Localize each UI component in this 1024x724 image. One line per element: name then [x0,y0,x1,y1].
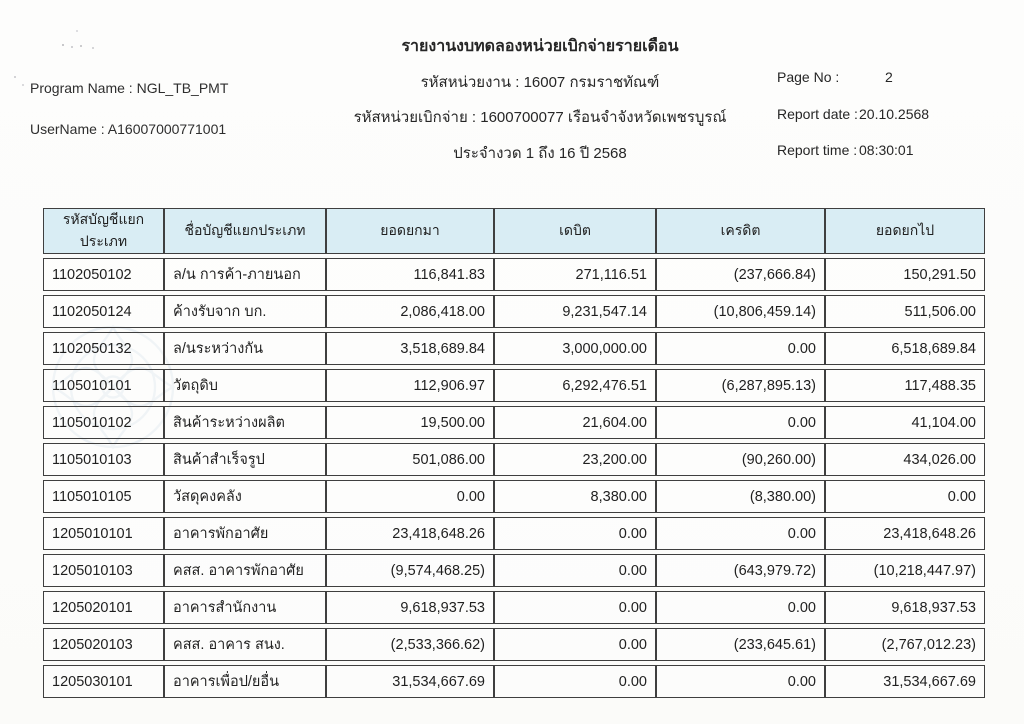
column-header-4: เครดิต [656,208,825,254]
table-row [43,665,985,698]
account-code-cell: 1205010103 [43,554,164,587]
table-row [43,591,985,624]
ending-balance-cell: 6,518,689.84 [825,332,985,365]
debit-cell: 9,231,547.14 [494,295,656,328]
debit-cell: 0.00 [494,554,656,587]
ending-balance-cell: 434,026.00 [825,443,985,476]
beginning-balance-cell: 501,086.00 [326,443,494,476]
ending-balance-cell: 511,506.00 [825,295,985,328]
beginning-balance-cell: 2,086,418.00 [326,295,494,328]
debit-cell: 0.00 [494,517,656,550]
report-date-label: Report date : [777,106,858,122]
beginning-balance-cell: 0.00 [326,480,494,513]
ending-balance-cell: (2,767,012.23) [825,628,985,661]
table-row [43,369,985,402]
page-no-row [777,69,997,85]
credit-cell: 0.00 [656,406,825,439]
table-row [43,295,985,328]
pencil-marks [62,44,64,46]
report-time-label: Report time : [777,142,858,158]
report-title: รายงานงบทดลองหน่วยเบิกจ่ายรายเดือน [401,38,679,55]
credit-cell: (6,287,895.13) [656,369,825,402]
beginning-balance-cell: 23,418,648.26 [326,517,494,550]
debit-cell: 6,292,476.51 [494,369,656,402]
debit-cell: 0.00 [494,665,656,698]
credit-cell: (10,806,459.14) [656,295,825,328]
ending-balance-cell: 117,488.35 [825,369,985,402]
report-date-value: 20.10.2568 [859,106,930,122]
credit-cell: (8,380.00) [656,480,825,513]
beginning-balance-cell: 116,841.83 [326,258,494,291]
account-code-cell: 1105010103 [43,443,164,476]
table-row [43,406,985,439]
credit-cell: (233,645.61) [656,628,825,661]
table-row [43,517,985,550]
credit-cell: 0.00 [656,665,825,698]
account-code-cell: 1205020103 [43,628,164,661]
ending-balance-cell: 0.00 [825,480,985,513]
report-time-value: 08:30:01 [859,142,914,158]
account-name-cell: ค้างรับจาก บก. [164,295,326,328]
account-name-cell: วัตถุดิบ [164,369,326,402]
credit-cell: (237,666.84) [656,258,825,291]
beginning-balance-cell: 19,500.00 [326,406,494,439]
table-body [43,258,985,698]
debit-cell: 3,000,000.00 [494,332,656,365]
trial-balance-table-container [43,204,985,702]
user-name-line: UserName : A16007000771001 [30,121,227,137]
ending-balance-cell: 31,534,667.69 [825,665,985,698]
beginning-balance-cell: 31,534,667.69 [326,665,494,698]
column-header-1: ชื่อบัญชีแยกประเภท [164,208,326,254]
ending-balance-cell: 9,618,937.53 [825,591,985,624]
account-code-cell: 1205020101 [43,591,164,624]
credit-cell: 0.00 [656,332,825,365]
ending-balance-cell: 150,291.50 [825,258,985,291]
table-row [43,554,985,587]
table-row [43,628,985,661]
account-code-cell: 1105010101 [43,369,164,402]
beginning-balance-cell: 112,906.97 [326,369,494,402]
account-name-cell: ล/นระหว่างกัน [164,332,326,365]
table-header-row [43,208,985,254]
account-name-cell: คสส. อาคารพักอาศัย [164,554,326,587]
table-row [43,332,985,365]
debit-cell: 23,200.00 [494,443,656,476]
credit-cell: (643,979.72) [656,554,825,587]
account-code-cell: 1205030101 [43,665,164,698]
debit-cell: 271,116.51 [494,258,656,291]
debit-cell: 0.00 [494,628,656,661]
account-name-cell: คสส. อาคาร สนง. [164,628,326,661]
account-name-cell: วัสดุคงคลัง [164,480,326,513]
column-header-5: ยอดยกไป [825,208,985,254]
beginning-balance-cell: 9,618,937.53 [326,591,494,624]
report-time-row [777,142,997,158]
debit-cell: 21,604.00 [494,406,656,439]
trial-balance-table [43,204,985,702]
account-name-cell: อาคารสำนักงาน [164,591,326,624]
report-date-row [777,106,997,122]
account-code-cell: 1102050124 [43,295,164,328]
account-code-cell: 1102050102 [43,258,164,291]
period-line: ประจำงวด 1 ถึง 16 ปี 2568 [453,145,627,162]
debit-cell: 0.00 [494,591,656,624]
beginning-balance-cell: (2,533,366.62) [326,628,494,661]
page-no-label: Page No : [777,69,840,85]
disburse-unit-line: รหัสหน่วยเบิกจ่าย : 1600700077 เรือนจำจังหวัดเพชรบูรณ์ [353,109,727,126]
column-header-0: รหัสบัญชีแยกประเภท [43,208,164,254]
column-header-2: ยอดยกมา [326,208,494,254]
account-code-cell: 1105010102 [43,406,164,439]
table-row [43,258,985,291]
beginning-balance-cell: 3,518,689.84 [326,332,494,365]
ending-balance-cell: (10,218,447.97) [825,554,985,587]
credit-cell: (90,260.00) [656,443,825,476]
account-code-cell: 1105010105 [43,480,164,513]
ending-balance-cell: 23,418,648.26 [825,517,985,550]
credit-cell: 0.00 [656,517,825,550]
table-row [43,443,985,476]
beginning-balance-cell: (9,574,468.25) [326,554,494,587]
account-code-cell: 1205010101 [43,517,164,550]
account-name-cell: สินค้าสำเร็จรูป [164,443,326,476]
debit-cell: 8,380.00 [494,480,656,513]
account-name-cell: สินค้าระหว่างผลิต [164,406,326,439]
agency-code-line: รหัสหน่วยงาน : 16007 กรมราชทัณฑ์ [420,74,660,91]
table-row [43,480,985,513]
account-name-cell: อาคารเพื่อป/ยอื่น [164,665,326,698]
account-name-cell: อาคารพักอาศัย [164,517,326,550]
page-no-value: 2 [885,69,893,85]
credit-cell: 0.00 [656,591,825,624]
program-name-line: Program Name : NGL_TB_PMT [30,80,229,96]
account-name-cell: ล/น การค้า-ภายนอก [164,258,326,291]
ending-balance-cell: 41,104.00 [825,406,985,439]
account-code-cell: 1102050132 [43,332,164,365]
column-header-3: เดบิต [494,208,656,254]
